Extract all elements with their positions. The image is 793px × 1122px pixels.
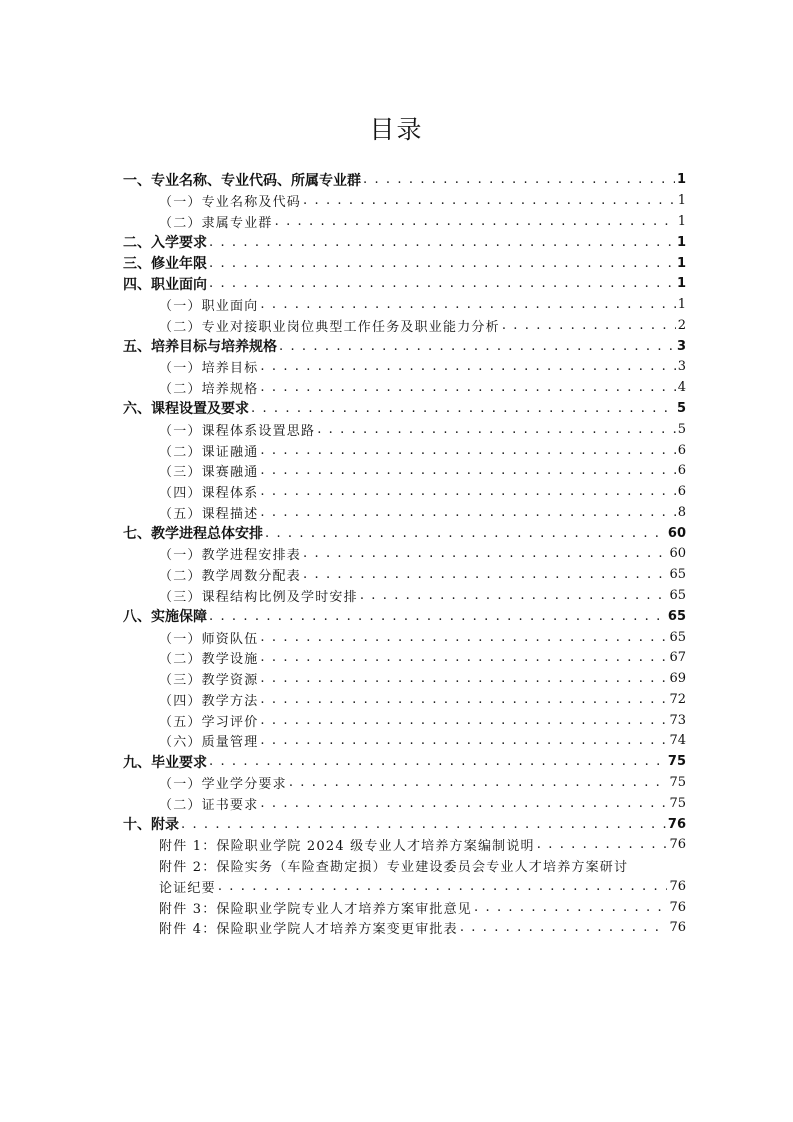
toc-subsection-entry[interactable] [159, 627, 686, 648]
toc-entry-text: （二）专业对接职业岗位典型工作任务及职业能力分析 [159, 319, 500, 335]
toc-dot-leader [209, 609, 666, 624]
toc-page-number: 5 [676, 400, 686, 416]
toc-page-number: 65 [669, 567, 686, 583]
toc-entry-text: 附件 3：保险职业学院专业人才培养方案审批意见 [159, 901, 473, 917]
toc-page-number: 60 [667, 525, 686, 541]
toc-entry-text: （二）教学设施 [159, 652, 259, 668]
toc-dot-leader [303, 546, 667, 561]
toc-subsection-entry[interactable] [159, 668, 686, 689]
toc-page-number: 8 [677, 504, 686, 520]
toc-subsection-entry[interactable] [159, 377, 686, 398]
toc-dot-leader [265, 526, 666, 541]
toc-entry-text: （二）隶属专业群 [159, 215, 273, 231]
toc-subsection-entry[interactable] [159, 689, 686, 710]
toc-page-number: 75 [669, 795, 686, 811]
toc-entry-text: （三）教学资源 [159, 673, 259, 689]
toc-subsection-entry[interactable] [159, 834, 686, 855]
toc-subsection-entry[interactable] [159, 793, 686, 814]
toc-page-number: 76 [669, 899, 686, 915]
toc-page-number: 2 [677, 317, 686, 333]
toc-entry-text: 附件 4：保险职业学院人才培养方案变更审批表 [159, 922, 458, 938]
toc-page-number: 1 [677, 213, 686, 229]
toc-section-entry[interactable] [123, 398, 686, 419]
toc-subsection-entry[interactable] [159, 585, 686, 606]
toc-subsection-entry[interactable] [159, 294, 686, 315]
toc-section-entry[interactable] [123, 232, 686, 253]
toc-page-number: 4 [677, 380, 686, 396]
toc-subsection-entry[interactable] [159, 710, 686, 731]
toc-subsection-entry[interactable] [159, 460, 686, 481]
toc-page-number: 76 [669, 837, 686, 853]
toc-page-number: 76 [669, 920, 686, 936]
toc-subsection-entry[interactable] [159, 544, 686, 565]
toc-entry-text: （一）职业面向 [159, 299, 259, 315]
toc-entry-text: （四）课程体系 [159, 486, 259, 502]
toc-entry-wrapped[interactable] [159, 855, 686, 876]
toc-dot-leader [251, 401, 675, 416]
toc-entry-text: （五）课程描述 [159, 506, 259, 522]
toc-dot-leader [460, 920, 668, 935]
toc-entry-text: 附件 1：保险职业学院 2024 级专业人才培养方案编制说明 [159, 839, 535, 855]
toc-subsection-entry[interactable] [159, 315, 686, 336]
page-title: 目录 [369, 115, 424, 144]
toc-page-number: 72 [669, 691, 686, 707]
toc-entry-text: 八、实施保障 [123, 609, 207, 626]
toc-entry-text: （三）课赛融通 [159, 465, 259, 481]
toc-entry-text: （三）课程结构比例及学时安排 [159, 589, 358, 605]
toc-page-number: 3 [676, 338, 686, 354]
toc-dot-leader [260, 463, 675, 478]
toc-subsection-entry[interactable] [159, 357, 686, 378]
toc-dot-leader [289, 775, 668, 790]
toc-page-number: 1 [677, 193, 686, 209]
toc-entry-text: （一）教学进程安排表 [159, 548, 302, 564]
toc-section-entry[interactable] [123, 273, 686, 294]
toc-subsection-entry[interactable] [159, 481, 686, 502]
toc-page-number: 1 [676, 276, 686, 292]
toc-dot-leader [218, 879, 668, 894]
toc-entry-text: （二）课证融通 [159, 444, 259, 460]
toc-dot-leader [502, 318, 676, 333]
toc-subsection-entry[interactable] [159, 419, 686, 440]
toc-entry-text: （一）学业学分要求 [159, 777, 287, 792]
toc-dot-leader [260, 630, 667, 645]
toc-section-entry[interactable] [123, 170, 686, 191]
toc-dot-leader [260, 671, 667, 686]
toc-dot-leader [360, 588, 668, 603]
toc-dot-leader [181, 817, 666, 832]
toc-entry-text: 四、职业面向 [123, 276, 207, 293]
toc-page-number: 75 [667, 754, 686, 770]
toc-dot-leader [260, 359, 675, 374]
toc-page-number: 6 [677, 484, 686, 500]
toc-entry-text: 三、修业年限 [123, 256, 207, 272]
toc-page-number: 3 [677, 359, 686, 375]
toc-page-number: 74 [669, 733, 686, 749]
toc-dot-leader [474, 900, 667, 915]
toc-dot-leader [260, 505, 675, 520]
toc-entry-text: 七、教学进程总体安排 [123, 526, 263, 543]
toc-section-entry[interactable] [123, 336, 686, 357]
toc-subsection-entry[interactable] [159, 190, 686, 211]
toc-page-number: 76 [667, 816, 686, 832]
toc-dot-leader [260, 650, 667, 665]
toc-dot-leader [303, 567, 667, 582]
toc-dot-leader [260, 380, 675, 395]
toc-section-entry[interactable] [123, 523, 686, 544]
toc-dot-leader [537, 837, 668, 852]
toc-subsection-entry[interactable] [159, 897, 686, 918]
toc-entry-text: （一）课程体系设置思路 [159, 423, 316, 439]
toc-page-number: 6 [677, 442, 686, 458]
toc-entry-text: （二）教学周数分配表 [159, 569, 302, 585]
toc-entry-text: （五）学习评价 [159, 714, 259, 730]
toc-entry-text: （二）培养规格 [159, 382, 259, 398]
toc-page-number: 1 [676, 234, 686, 250]
toc-page-number: 65 [669, 629, 686, 645]
toc-entry-text: 附件 2：保险实务（车险查勘定损）专业建设委员会专业人才培养方案研讨 [159, 860, 629, 876]
toc-page-number: 75 [669, 775, 686, 790]
toc-dot-leader [260, 443, 675, 458]
toc-dot-leader [260, 297, 675, 312]
toc-section-entry[interactable] [123, 814, 686, 835]
toc-entry-text: 九、毕业要求 [123, 754, 207, 771]
toc-entry-text: （二）证书要求 [159, 797, 259, 813]
toc-dot-leader [279, 339, 675, 354]
toc-dot-leader [260, 713, 667, 728]
toc-page-number: 60 [669, 546, 686, 562]
toc-dot-leader [303, 193, 676, 208]
toc-entry-text: 十、附录 [123, 817, 179, 834]
toc-entry-text: （一）专业名称及代码 [159, 195, 302, 211]
toc-dot-leader [260, 733, 667, 748]
toc-page-number: 65 [669, 587, 686, 603]
toc-subsection-entry[interactable] [159, 876, 686, 897]
toc-dot-leader [317, 422, 676, 437]
toc-entry-text: （一）培养目标 [159, 361, 259, 377]
toc-page-number: 73 [669, 712, 686, 728]
toc-page-number: 1 [677, 297, 686, 313]
toc-dot-leader [209, 276, 675, 291]
toc-dot-leader [209, 235, 675, 250]
toc-section-entry[interactable] [123, 253, 686, 274]
toc-subsection-entry[interactable] [159, 564, 686, 585]
toc-dot-leader [363, 172, 675, 187]
toc-page-number: 1 [676, 172, 686, 188]
toc-entry-text: （四）教学方法 [159, 693, 259, 709]
toc-entry-text: （六）质量管理 [159, 735, 259, 751]
toc-dot-leader [260, 484, 675, 499]
toc-dot-leader [260, 692, 667, 707]
toc-page-number: 69 [669, 671, 686, 687]
toc-dot-leader [209, 754, 666, 769]
toc-entry-text: 五、培养目标与培养规格 [123, 339, 277, 356]
toc-entry-text: 一、专业名称、专业代码、所属专业群 [123, 172, 361, 189]
toc-subsection-entry[interactable] [159, 502, 686, 523]
toc-subsection-entry[interactable] [159, 731, 686, 752]
toc-subsection-entry[interactable] [159, 211, 686, 232]
toc-dot-leader [209, 256, 675, 271]
toc-entry-text: 六、课程设置及要求 [123, 401, 249, 418]
toc-subsection-entry[interactable] [159, 918, 686, 939]
toc-page-number: 65 [667, 608, 686, 624]
toc-dot-leader [260, 796, 667, 811]
toc-page-number: 1 [676, 255, 686, 271]
toc-dot-leader [275, 214, 676, 229]
toc-subsection-entry[interactable] [159, 772, 686, 793]
toc-subsection-entry[interactable] [159, 647, 686, 668]
toc-entry-text: 论证纪要 [159, 880, 216, 896]
toc-page-number: 76 [669, 878, 686, 894]
toc-page-number: 67 [669, 650, 686, 666]
toc-section-entry[interactable] [123, 751, 686, 772]
toc-page-number: 5 [677, 421, 686, 437]
toc-entry-text: （一）师资队伍 [159, 631, 259, 647]
toc-subsection-entry[interactable] [159, 440, 686, 461]
toc-entry-text: 二、入学要求 [123, 235, 207, 252]
toc-section-entry[interactable] [123, 606, 686, 627]
toc-page-number: 6 [677, 463, 686, 479]
